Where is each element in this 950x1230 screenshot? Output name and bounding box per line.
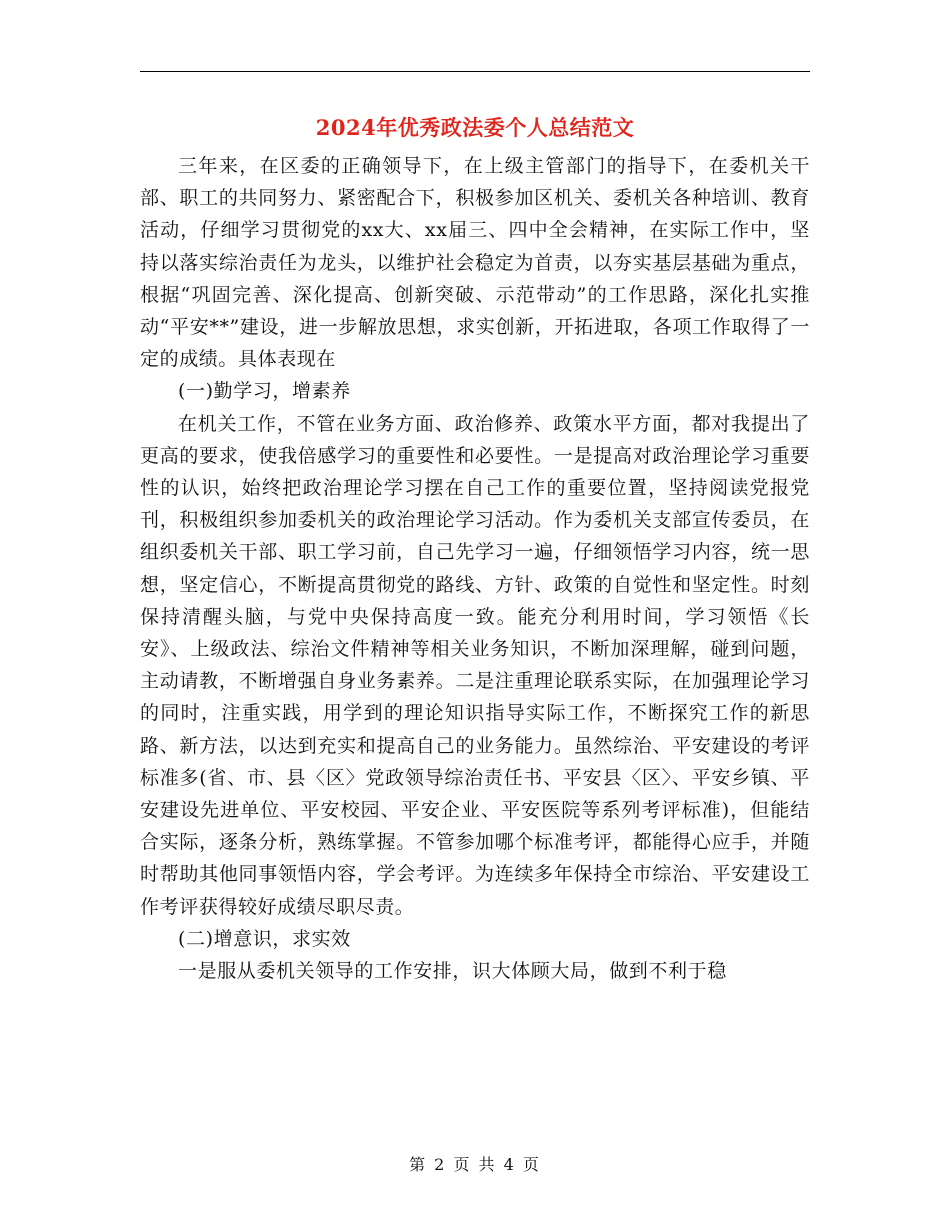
page-number: 第 2 页 共 4 页 [409,1155,541,1174]
paragraph-study: 在机关工作，不管在业务方面、政治修养、政策水平方面，都对我提出了更高的要求，使我倍感学习的重要性和必要性。一是提高对政治理论学习重要性的认识，始终把政治理论学习摆在自己工作的重要位置，坚持阅读党报党刊，积极组织参加委机关的政治理论学习活动。作为委机关支部宣传委员，在组织委机关干部、职工学习前，自己先学习一遍，仔细领悟学习内容，统一思想，坚定信心，不断提高贯彻党的路线、方针、政策的自觉性和坚定性。时刻保持清醒头脑，与党中央保持高度一致。能充分利用时间，学习领悟《长安》、上级政法、综治文件精神等相关业务知识，不断加深理解，碰到问题，主动请教，不断增强自身业务素养。二是注重理论联系实际，在加强理论学习的同时，注重实践，用学到的理论知识指导实际工作，不断探究工作的新思路、新方法，以达到充实和提高自己的业务能力。虽然综治、平安建设的考评标准多(省、市、县〈区〉党政领导综治责任书、平安县〈区〉、平安乡镇、平安建设先进单位、平安校园、平安企业、平安医院等系列考评标准)，但能结合实际，逐条分析，熟练掌握。不管参加哪个标准考评，都能得心应手，并随时帮助其他同事领悟内容，学会考评。为连续多年保持全市综治、平安建设工作考评获得较好成绩尽职尽责。 [140,412,810,918]
document-body [140,150,810,987]
paragraph-awareness: 一是服从委机关领导的工作安排，识大体顾大局，做到不利于稳 [178,960,727,983]
section-heading-1: (一)勤学习，增素养 [178,380,351,403]
document-title: 2024年优秀政法委个人总结范文 [315,115,635,140]
paragraph-intro: 三年来，在区委的正确领导下，在上级主管部门的指导下，在委机关干部、职工的共同努力、紧密配合下，积极参加区机关、委机关各种培训、教育活动，仔细学习贯彻党的xx大、xx届三、四中全会精神，在实际工作中，坚持以落实综治责任为龙头，以维护社会稳定为首责，以夯实基层基础为重点，根据“巩固完善、深化提高、创新突破、示范带动”的工作思路，深化扎实推动“平安**”建设，进一步解放思想，求实创新，开拓进取，各项工作取得了一定的成绩。具体表现在 [140,155,810,371]
section-heading-2: (二)增意识，求实效 [178,927,351,950]
header-rule [140,71,810,72]
